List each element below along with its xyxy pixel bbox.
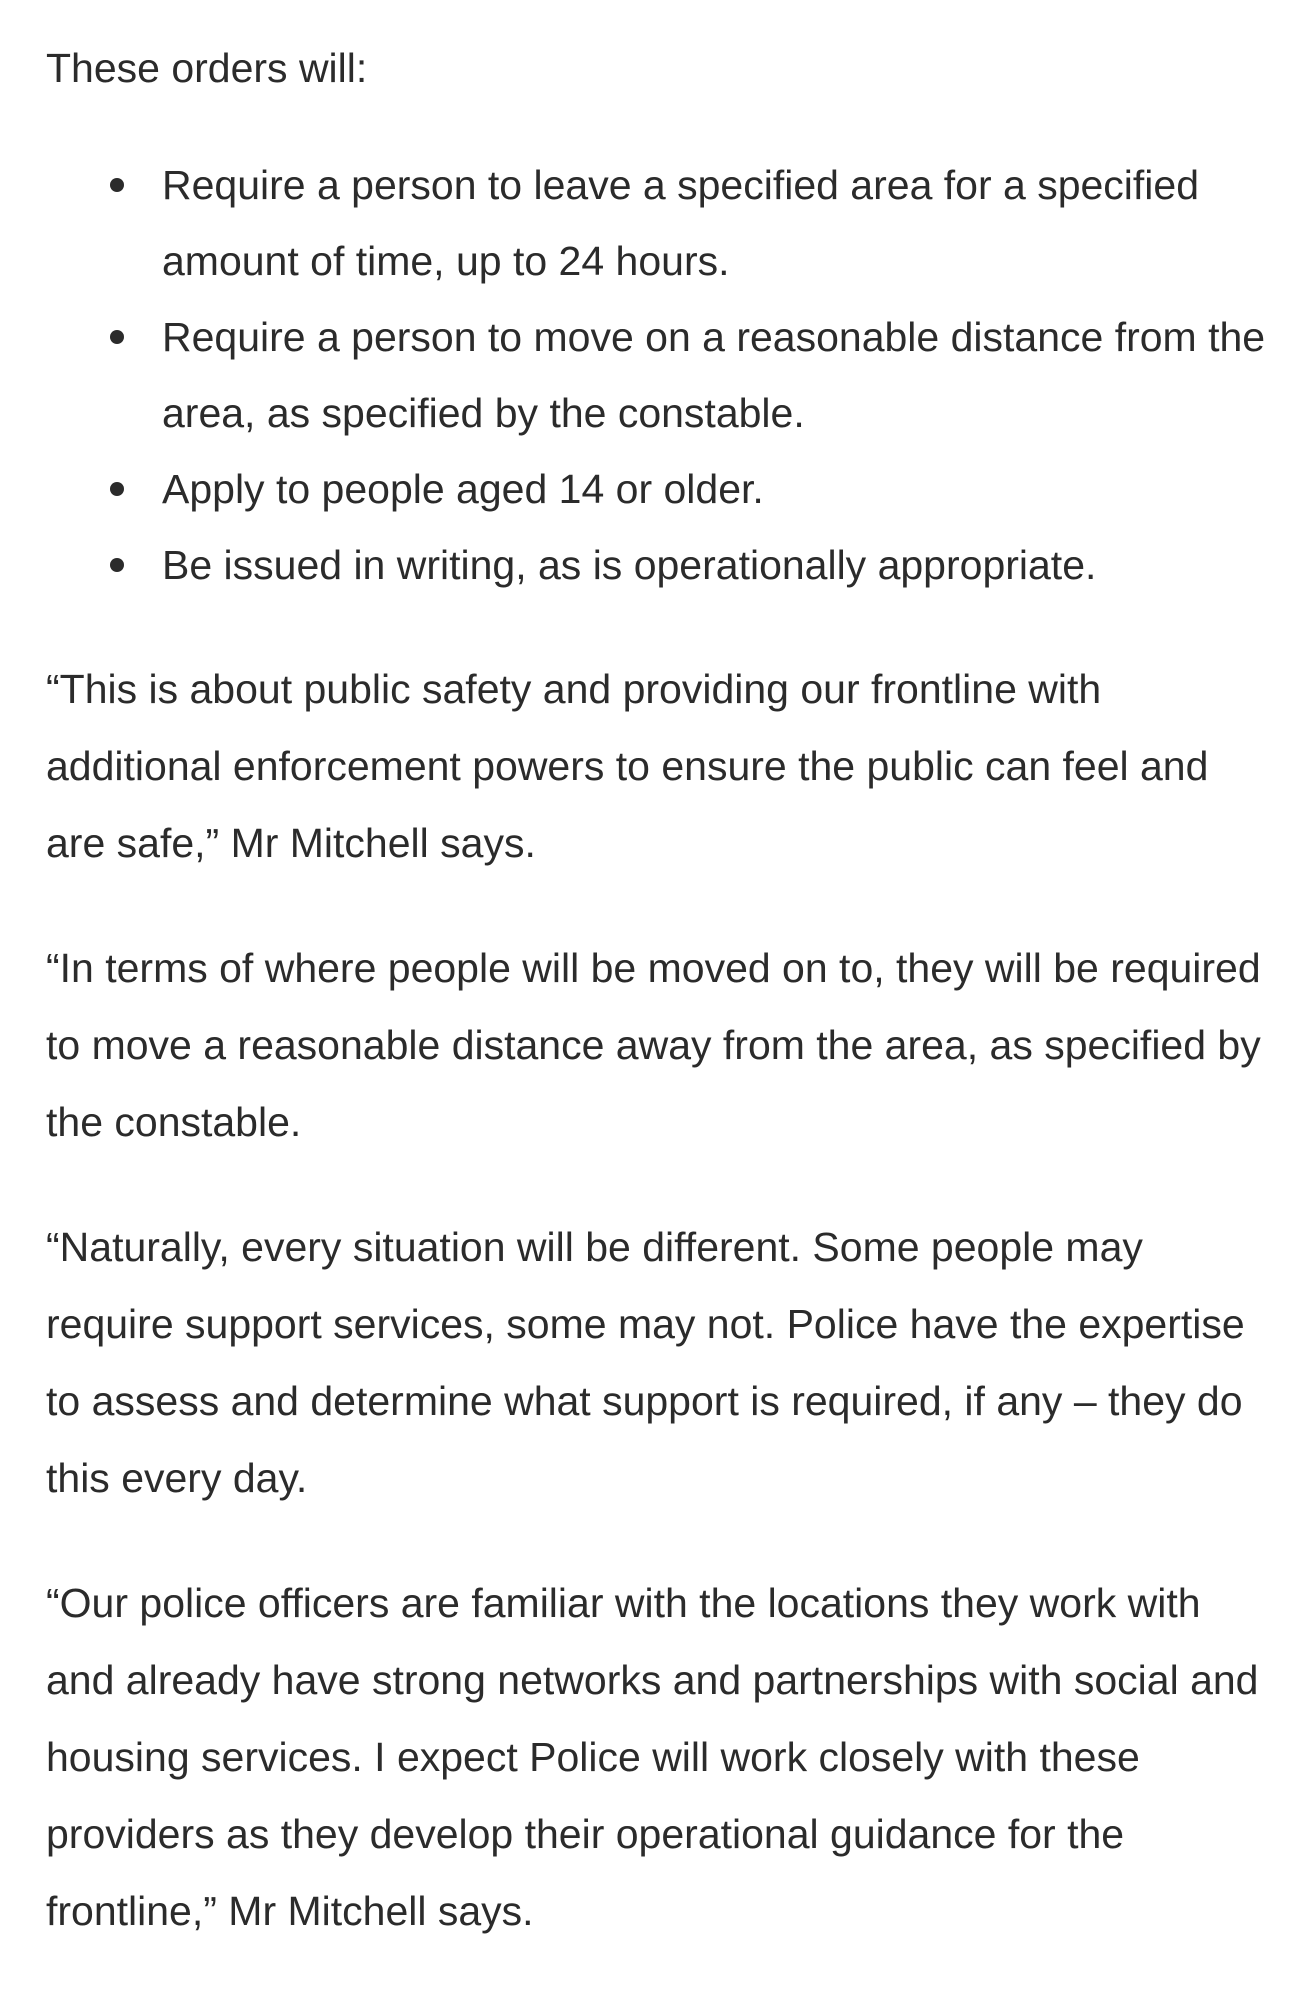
list-item-text: Be issued in writing, as is operationally appropriate. <box>162 542 1097 588</box>
bullet-icon <box>110 558 124 572</box>
bullet-icon <box>110 178 124 192</box>
paragraph-police-networks: “Our police officers are familiar with the locations they work with and already have strong networks and partnerships with social and housing services. I expect Police will work closely with these providers as they develop their operational guidance for the frontline,” Mr Mitchell says. <box>46 1580 1259 1934</box>
list-item <box>162 147 1276 299</box>
list-item <box>162 451 1276 527</box>
bullet-icon <box>110 482 124 496</box>
orders-list <box>46 147 1276 603</box>
paragraph-public-safety: “This is about public safety and providing our frontline with additional enforcement powers to ensure the public can feel and are safe,” Mr Mitchell says. <box>46 666 1209 866</box>
article-body <box>46 30 1276 1950</box>
paragraph-moved-on: “In terms of where people will be moved on to, they will be required to move a reasonable distance away from the area, as specified by the constable. <box>46 945 1261 1145</box>
list-item-text: Apply to people aged 14 or older. <box>162 466 764 512</box>
intro-text: These orders will: <box>46 45 368 91</box>
list-item <box>162 527 1276 603</box>
list-item <box>162 299 1276 451</box>
list-item-text: Require a person to leave a specified area for a specified amount of time, up to 24 hours. <box>162 162 1200 284</box>
paragraph-support-services: “Naturally, every situation will be different. Some people may require support services, some may not. Police have the expertise to assess and determine what support is required, if any – they do this every day. <box>46 1224 1245 1501</box>
list-item-text: Require a person to move on a reasonable distance from the area, as specified by the constable. <box>162 314 1266 436</box>
bullet-icon <box>110 330 124 344</box>
